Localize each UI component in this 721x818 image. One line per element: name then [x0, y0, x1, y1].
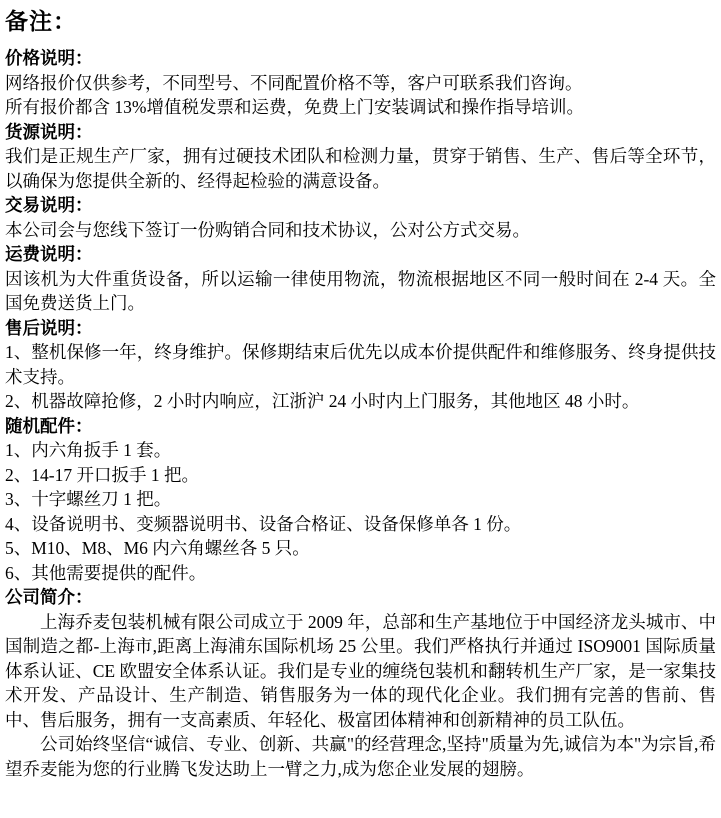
- section-after-sales: [5, 316, 716, 414]
- list-item: 1、整机保修一年，终身维护。保修期结束后优先以成本价提供配件和维修服务、终身提供技术支持。: [5, 342, 716, 387]
- section-shipping: [5, 242, 716, 316]
- section-heading-supply: 货源说明：: [5, 121, 93, 142]
- paragraph: 我们是正规生产厂家，拥有过硬技术团队和检测力量，贯穿于销售、生产、售后等全环节，以确保为您提供全新的、经得起检验的满意设备。: [5, 146, 716, 191]
- list-item: 1、内六角扳手 1 套。: [5, 440, 172, 460]
- list-item: 4、设备说明书、变频器说明书、设备合格证、设备保修单各 1 份。: [5, 513, 522, 534]
- section-heading-transaction: 交易说明：: [5, 195, 93, 215]
- list-item: 5、M10、M8、M6 内六角螺丝各 5 只。: [5, 538, 310, 558]
- list-item: 6、其他需要提供的配件。: [5, 562, 207, 583]
- list-item: 2、机器故障抢修，2 小时内响应，江浙沪 24 小时内上门服务，其他地区 48 小时。: [5, 391, 640, 411]
- paragraph: 所有报价都含 13%增值税发票和运费，免费上门安装调试和操作指导培训。: [5, 97, 584, 117]
- section-supply: [5, 120, 716, 194]
- list-item: 2、14-17 开口扳手 1 把。: [5, 464, 199, 485]
- paragraph: 网络报价仅供参考，不同型号、不同配置价格不等，客户可联系我们咨询。: [5, 72, 583, 93]
- list-item: 3、十字螺丝刀 1 把。: [5, 489, 172, 509]
- section-company-profile: [5, 585, 716, 781]
- section-heading-company-profile: 公司简介：: [5, 587, 93, 607]
- section-heading-accessories: 随机配件：: [5, 415, 93, 436]
- section-accessories: [5, 414, 716, 586]
- section-heading-shipping: 运费说明：: [5, 244, 93, 264]
- section-heading-price: 价格说明：: [5, 48, 93, 68]
- document-title: 备注：: [5, 9, 77, 34]
- paragraph: 上海乔麦包装机械有限公司成立于 2009 年，总部和生产基地位于中国经济龙头城市、中国制造之都-上海市,距离上海浦东国际机场 25 公里。我们严格执行并通过 ISO9001 国际质量体系认证、CE 欧盟安全体系认证。我们是专业的缠绕包装机和翻转机生产厂家，是一家集技术开发、产品设计、生产制造、销售服务为一体的现代化企业。我们拥有完善的售前、售中、售后服务，拥有一支高素质、年轻化、极富团体精神和创新精神的员工队伍。: [5, 611, 716, 730]
- section-price: [5, 46, 716, 120]
- section-transaction: [5, 193, 716, 242]
- paragraph: 本公司会与您线下签订一份购销合同和技术协议，公对公方式交易。: [5, 219, 530, 240]
- paragraph: 公司始终坚信“诚信、专业、创新、共赢"的经营理念,坚持"质量为先,诚信为本"为宗旨,希望乔麦能为您的行业腾飞发达助上一臂之力,成为您企业发展的翅膀。: [5, 734, 716, 779]
- section-heading-after-sales: 售后说明：: [5, 317, 93, 338]
- paragraph: 因该机为大件重货设备，所以运输一律使用物流，物流根据地区不同一般时间在 2-4 天。全国免费送货上门。: [5, 268, 716, 313]
